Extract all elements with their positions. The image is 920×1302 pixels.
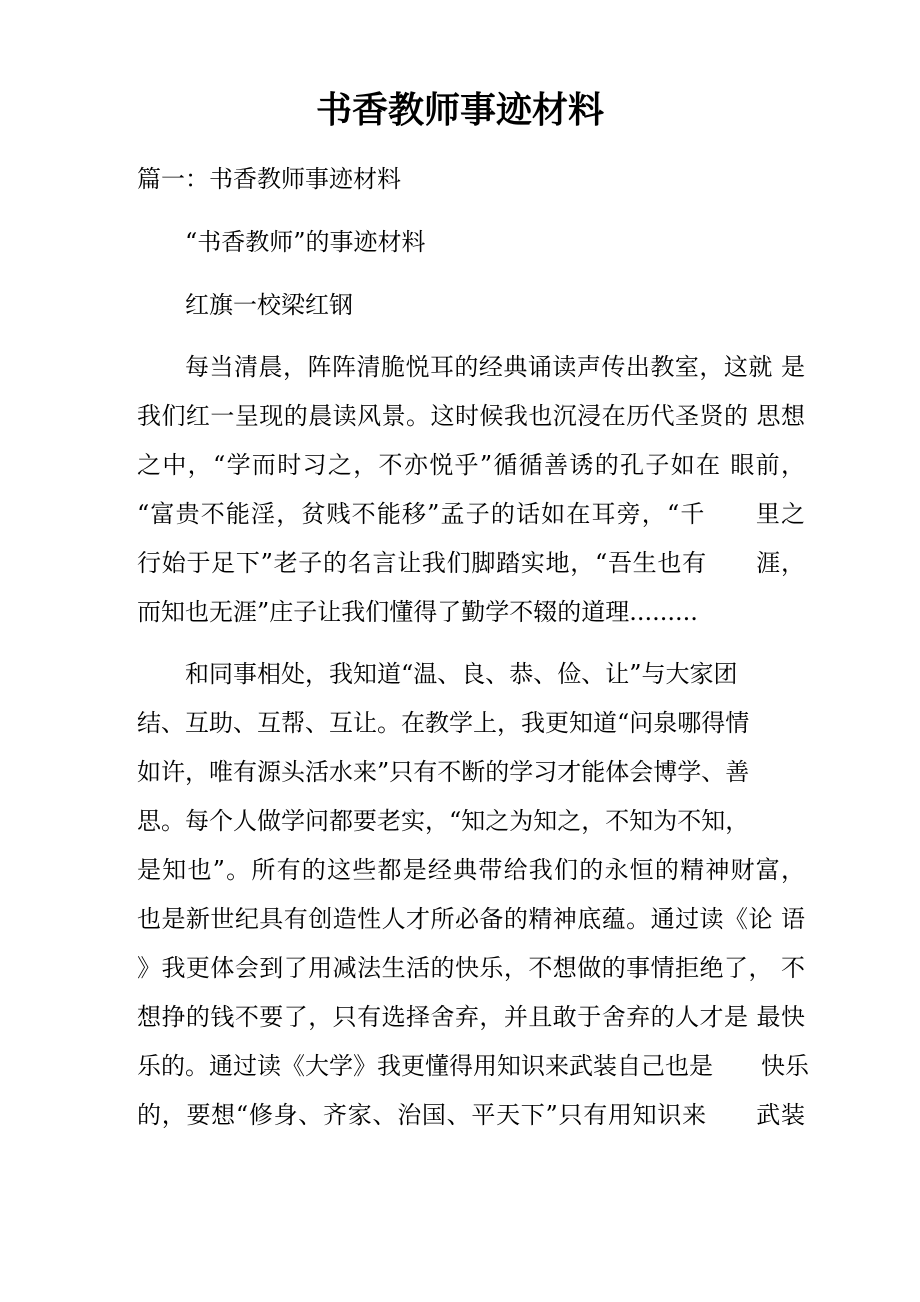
paragraph-2-line: 》我更体会到了用减法生活的快乐，不想做的事情拒绝了， 不: [137, 954, 805, 982]
paragraph-1-line: 每当清晨，阵阵清脆悦耳的经典诵读声传出教室，这就 是: [185, 353, 805, 381]
paragraph-2-line: 如许，唯有源头活水来”只有不断的学习才能体会博学、善: [137, 758, 750, 786]
paragraph-1-line: 我们红一呈现的晨读风景。这时候我也沉浸在历代圣贤的 思想: [137, 402, 805, 430]
paragraph-2-line: 也是新世纪具有创造性人才所必备的精神底蕴。通过读《论 语: [137, 905, 805, 933]
paragraph-2-line: 的，要想“修身、齐家、治国、平天下”只有用知识来 武装: [137, 1101, 805, 1129]
author-line: 红旗一校梁红钢: [185, 291, 353, 319]
section-heading: 篇一：书香教师事迹材料: [137, 165, 401, 193]
paragraph-2-line: 乐的。通过读《大学》我更懂得用知识来武装自己也是 快乐: [137, 1052, 809, 1080]
paragraph-2-line: 思。每个人做学问都要老实，“知之为知之，不知为不知，: [137, 807, 750, 835]
paragraph-2-line: 是知也”。所有的这些都是经典带给我们的永恒的精神财富，: [137, 856, 805, 884]
document-title: 书香教师事迹材料: [315, 89, 604, 131]
paragraph-1-line: 而知也无涯”庄子让我们懂得了勤学不辍的道理.........: [137, 598, 698, 626]
paragraph-1-line: 之中，“学而时习之，不亦悦乎”循循善诱的孔子如在 眼前，: [137, 451, 805, 479]
paragraph-1-line: 行始于足下”老子的名言让我们脚踏实地，“吾生也有 涯，: [137, 549, 805, 577]
paragraph-2-line: 想挣的钱不要了，只有选择舍弃，并且敢于舍弃的人才是 最快: [137, 1003, 805, 1031]
paragraph-1-line: “富贵不能淫，贫贱不能移”孟子的话如在耳旁，“千 里之: [137, 500, 805, 528]
paragraph-2-line: 和同事相处，我知道“温、良、恭、俭、让”与大家团: [185, 660, 738, 688]
paragraph-2-line: 结、互助、互帮、互让。在教学上，我更知道“问泉哪得情: [137, 709, 750, 737]
article-subtitle: “书香教师”的事迹材料: [185, 228, 426, 256]
